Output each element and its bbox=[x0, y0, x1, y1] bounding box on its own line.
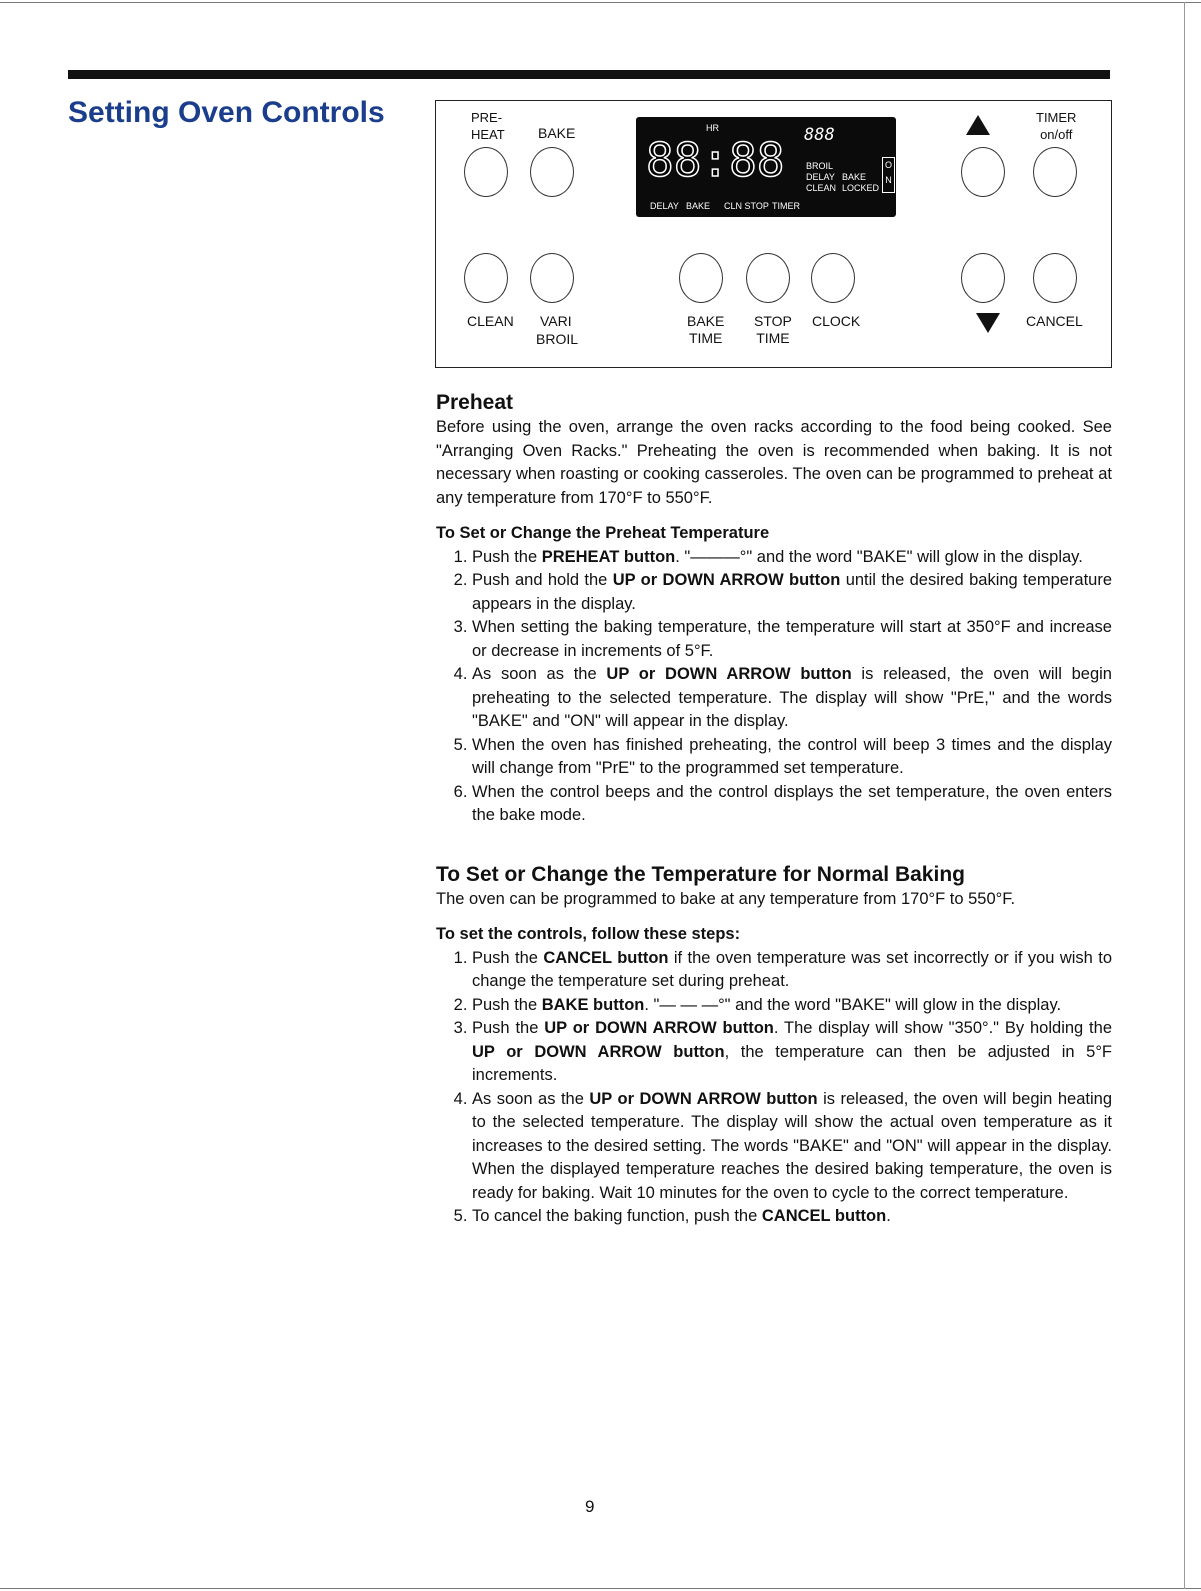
preheat-subheading: To Set or Change the Preheat Temperature bbox=[436, 524, 770, 542]
step-text: Push the bbox=[472, 948, 544, 967]
step-bold: UP or DOWN ARROW button bbox=[606, 665, 852, 683]
step-bold: UP or DOWN ARROW button bbox=[544, 1019, 774, 1037]
up-arrow-pad bbox=[961, 147, 1005, 197]
step-bold: UP or DOWN ARROW button bbox=[612, 571, 841, 589]
step-text: . bbox=[886, 1207, 891, 1225]
preheat-steps bbox=[436, 546, 1112, 828]
step-bold: BAKE button bbox=[541, 995, 645, 1014]
display-bake: BAKE bbox=[842, 172, 867, 182]
up-arrow-icon bbox=[966, 115, 990, 135]
step-text: Push and hold the bbox=[472, 571, 613, 589]
clock-pad bbox=[811, 253, 855, 303]
timer-label-text: TIMER bbox=[1036, 110, 1077, 125]
step-text: To cancel the baking function, push the bbox=[472, 1207, 762, 1225]
preheat-intro: Before using the oven, arrange the oven racks according to the food being cooked. See "Arranging Oven Racks." Preheating the oven is recommended when baking. It is not necessary when roasting or cooking casseroles. The oven can be programmed to preheat at any temperature from 170°F to 550°F. bbox=[436, 418, 1112, 507]
preheat-section bbox=[436, 390, 1112, 828]
stop-time-label bbox=[754, 313, 792, 347]
display-ann-bake: BAKE bbox=[686, 201, 711, 211]
step-text: if the oven temperature was set incorrectly or if you wish to change the temperature set during preheat. bbox=[472, 948, 1112, 990]
control-panel-diagram bbox=[435, 100, 1112, 368]
clean-label: CLEAN bbox=[467, 313, 514, 329]
step-text: . "— — —°" and the word "BAKE" will glow in the display. bbox=[644, 995, 1062, 1014]
display-ann-clnstop: CLN STOP bbox=[724, 201, 769, 211]
stop-time-l2: TIME bbox=[756, 330, 790, 346]
body-text bbox=[436, 390, 1112, 1229]
preheat-heading: Preheat bbox=[436, 391, 514, 414]
down-arrow-pad bbox=[961, 253, 1005, 303]
baking-step bbox=[472, 994, 1112, 1018]
display-delay: DELAY bbox=[806, 172, 835, 182]
baking-step bbox=[472, 1017, 1112, 1088]
preheat-step bbox=[472, 616, 1112, 663]
baking-step bbox=[472, 947, 1112, 994]
step-bold: UP or DOWN ARROW button bbox=[589, 1089, 818, 1108]
display-digits: 88:88 bbox=[646, 133, 785, 187]
down-arrow-icon bbox=[976, 313, 1000, 333]
clock-label: CLOCK bbox=[812, 313, 861, 329]
bake-time-l2: TIME bbox=[688, 330, 723, 346]
vari-label: VARI bbox=[540, 313, 572, 329]
step-text: until the desired baking temperature appears in the display. bbox=[472, 571, 1113, 613]
baking-steps bbox=[436, 947, 1112, 1229]
step-bold: CANCEL button bbox=[761, 1207, 887, 1225]
step-text: Push the bbox=[472, 1019, 545, 1037]
step-text: Push the bbox=[472, 547, 542, 566]
step-text: . "———°" and the word "BAKE" will glow in the display. bbox=[675, 547, 1083, 566]
step-text: When the oven has finished preheating, the control will beep 3 times and the display will change from "PrE" to the programmed set temperature. bbox=[472, 735, 1112, 777]
clean-pad bbox=[464, 253, 508, 303]
step-text: When the control beeps and the control displays the set temperature, the oven enters the bake mode. bbox=[472, 782, 1112, 824]
border-bottom bbox=[0, 1588, 1201, 1589]
step-bold: CANCEL button bbox=[543, 948, 669, 967]
display-hr: HR bbox=[706, 123, 719, 133]
display-on-indicator bbox=[882, 157, 895, 193]
step-text: is released, the oven will begin preheating to the selected temperature. The display will show "PrE," and the words "BAKE" and "ON" will appear in the display. bbox=[472, 665, 1112, 730]
bake-pad bbox=[530, 147, 574, 197]
preheat-pad bbox=[464, 147, 508, 197]
vari-broil-pad bbox=[530, 253, 574, 303]
display-ann-timer: TIMER bbox=[772, 201, 800, 211]
on-o: O bbox=[884, 160, 892, 170]
bake-time-pad bbox=[679, 253, 723, 303]
timer-pad bbox=[1033, 147, 1077, 197]
step-bold: UP or DOWN ARROW button bbox=[472, 1042, 725, 1061]
step-bold: PREHEAT button bbox=[541, 547, 676, 566]
cancel-pad bbox=[1033, 253, 1077, 303]
preheat-step bbox=[472, 663, 1112, 734]
step-text: . The display will show "350°." By holding the bbox=[773, 1019, 1112, 1037]
stop-time-l1: STOP bbox=[754, 313, 792, 329]
preheat-step bbox=[472, 734, 1112, 781]
step-text: is released, the oven will begin heating to the selected temperature. The display will show the actual oven temperature as it increases to the desired setting. The words "BAKE" and "ON" will appear in the display. When the displayed temperature reaches the desired baking temperature, the oven is ready for baking. Wait 10 minutes for the oven to cycle to the correct temperature. bbox=[472, 1089, 1112, 1202]
preheat-label: PRE- HEAT bbox=[471, 110, 505, 142]
border-right bbox=[1184, 2, 1185, 1589]
bake-time-l1: BAKE bbox=[687, 313, 725, 329]
timer-label bbox=[1036, 109, 1076, 143]
on-n: N bbox=[885, 175, 892, 185]
bake-label: BAKE bbox=[538, 125, 576, 141]
page-number: 9 bbox=[585, 1497, 595, 1516]
baking-step bbox=[472, 1088, 1112, 1206]
timer-sub-label: on/off bbox=[1040, 127, 1073, 142]
preheat-step bbox=[472, 781, 1112, 828]
baking-step bbox=[472, 1205, 1112, 1229]
border-top bbox=[0, 2, 1201, 3]
baking-section bbox=[436, 862, 1112, 1229]
cancel-label: CANCEL bbox=[1026, 313, 1083, 329]
step-text: Push the bbox=[472, 995, 542, 1014]
display-locked: LOCKED bbox=[842, 183, 880, 193]
display-clean: CLEAN bbox=[806, 183, 837, 193]
bake-time-label bbox=[687, 313, 724, 347]
display-small-digits: 888 bbox=[804, 125, 835, 145]
display-broil: BROIL bbox=[806, 161, 834, 171]
stop-time-pad bbox=[746, 253, 790, 303]
step-text: , the temperature can then be adjusted in 5°F increments. bbox=[472, 1042, 1112, 1084]
baking-intro: The oven can be programmed to bake at any temperature from 170°F to 550°F. bbox=[436, 889, 1016, 908]
broil-label: BROIL bbox=[536, 331, 579, 347]
preheat-step bbox=[472, 569, 1112, 616]
display-ann-delay: DELAY bbox=[650, 201, 679, 211]
step-text: When setting the baking temperature, the temperature will start at 350°F and increase or decrease in increments of 5°F. bbox=[472, 618, 1112, 660]
baking-subheading: To set the controls, follow these steps: bbox=[436, 925, 741, 943]
baking-heading: To Set or Change the Temperature for Normal Baking bbox=[436, 862, 965, 886]
page-title: Setting Oven Controls bbox=[68, 96, 385, 129]
preheat-step bbox=[472, 546, 1112, 570]
lcd-display bbox=[636, 117, 896, 217]
step-text: As soon as the bbox=[472, 665, 607, 683]
header-rule bbox=[68, 70, 1110, 79]
step-text: As soon as the bbox=[472, 1089, 590, 1108]
